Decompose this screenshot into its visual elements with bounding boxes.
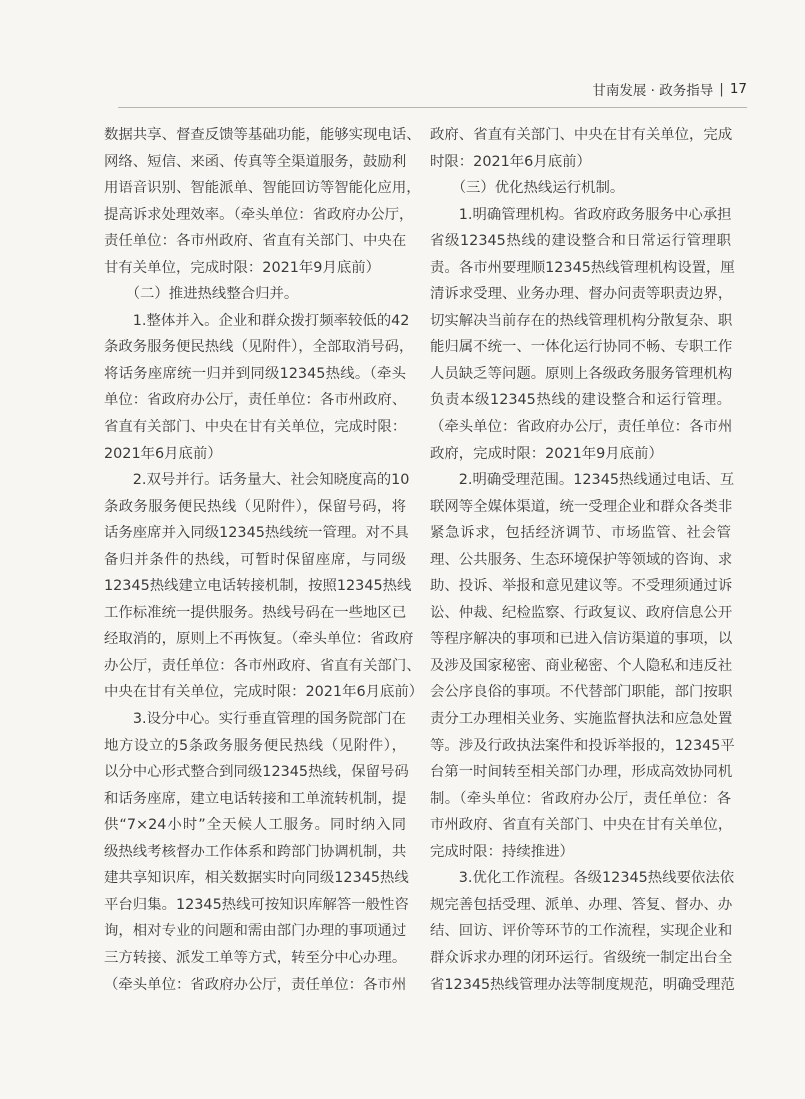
text-line: 省级12345热线的建设整合和日常运行管理职 bbox=[430, 233, 731, 250]
right-column bbox=[430, 122, 735, 998]
text-line: 联网等全媒体渠道，统一受理企业和群众各类非 bbox=[430, 498, 733, 515]
text-line: 工作标准统一提供服务。热线号码在一些地区已 bbox=[104, 604, 407, 621]
text-line: 将话务座席统一归并到同级12345热线。（牵头 bbox=[104, 365, 406, 382]
text-line: 等。涉及行政执法案件和投诉举报的，12345平 bbox=[430, 737, 735, 754]
text-line: 供“7×24小时”全天候人工服务。同时纳入同 bbox=[104, 817, 406, 834]
text-line: 级热线考核督办工作体系和跨部门协调机制，共 bbox=[104, 843, 407, 860]
text-line: 能归属不统一、一体化运行协同不畅、专职工作 bbox=[430, 339, 733, 356]
text-line: 负责本级12345热线的建设整合和运行管理。 bbox=[430, 392, 731, 409]
text-line: 2.双号并行。话务量大、社会知晓度高的10 bbox=[104, 472, 410, 489]
text-line: 清诉求受理、业务办理、督办问责等职责边界， bbox=[430, 286, 733, 303]
text-line: 以分中心形式整合到同级12345热线，保留号码 bbox=[104, 764, 409, 781]
text-line: 三方转接、派发工单等方式，转至分中心办理。 bbox=[104, 949, 407, 966]
header-divider: | bbox=[719, 81, 724, 97]
text-line: 话务座席并入同级12345热线统一管理。对不具 bbox=[104, 525, 409, 542]
text-line: 1.整体并入。企业和群众拨打频率较低的42 bbox=[104, 312, 410, 329]
text-line: 政府、省直有关部门、中央在甘有关单位，完成 bbox=[430, 127, 733, 143]
text-line: 2.明确受理范围。12345热线通过电话、互 bbox=[430, 472, 735, 489]
text-line: 省12345热线管理办法等制度规范，明确受理范 bbox=[430, 976, 735, 993]
text-line: 1.明确管理机构。省政府政务服务中心承担 bbox=[430, 206, 732, 223]
text-line: 规完善包括受理、派单、办理、答复、督办、办 bbox=[430, 896, 733, 913]
text-line: 数据共享、督查反馈等基础功能，能够实现电话、 bbox=[104, 127, 421, 143]
text-line: 条政务服务便民热线（见附件），全部取消号码， bbox=[104, 339, 414, 356]
text-line: 完成时限：持续推进） bbox=[430, 843, 574, 860]
text-line: 中央在甘有关单位，完成时限：2021年6月底前） bbox=[104, 684, 424, 701]
text-line: 备归并条件的热线，可暂时保留座席，与同级 bbox=[104, 551, 406, 568]
header-rule bbox=[118, 107, 747, 108]
text-line: 责。各市州要理顺12345热线管理机构设置，厘 bbox=[430, 259, 735, 276]
text-line: 政府，完成时限：2021年9月底前） bbox=[430, 445, 663, 462]
text-line: 助、投诉、举报和意见建议等。不受理须通过诉 bbox=[430, 578, 733, 595]
text-line: 理、公共服务、生态环境保护等领域的咨询、求 bbox=[430, 551, 733, 568]
text-line: 时限：2021年6月底前） bbox=[430, 153, 591, 170]
text-line: 条政务服务便民热线（见附件），保留号码，将 bbox=[104, 498, 406, 515]
text-line: （牵头单位：省政府办公厅，责任单位：各市州 bbox=[430, 419, 733, 436]
text-line: 办公厅，责任单位：各市州政府、省直有关部门、 bbox=[104, 657, 421, 674]
text-line: 12345热线建立电话转接机制，按照12345热线 bbox=[104, 578, 412, 595]
text-line: 及涉及国家秘密、商业秘密、个人隐私和违反社 bbox=[430, 657, 733, 674]
section-title: 甘南发展 · 政务指导 bbox=[592, 83, 714, 99]
text-line: 讼、仲裁、纪检监察、行政复议、政府信息公开 bbox=[430, 604, 733, 621]
text-line: 平台归集。12345热线可按知识库解答一般性咨 bbox=[104, 896, 409, 913]
text-line: 人员缺乏等问题。原则上各级政务服务管理机构 bbox=[430, 365, 733, 382]
page-number: 17 bbox=[729, 81, 747, 97]
text-line: 单位：省政府办公厅，责任单位：各市州政府、 bbox=[104, 392, 407, 409]
text-line: 责分工办理相关业务、实施监督执法和应急处置 bbox=[430, 711, 733, 728]
text-line: 台第一时间转至相关部门办理，形成高效协同机 bbox=[430, 764, 733, 781]
text-line: 2021年6月底前） bbox=[104, 445, 222, 462]
text-line: 省直有关部门、中央在甘有关单位，完成时限： bbox=[104, 419, 407, 436]
text-line: 等程序解决的事项和已进入信访渠道的事项，以 bbox=[430, 631, 733, 648]
text-line: 甘有关单位，完成时限：2021年9月底前） bbox=[104, 259, 381, 276]
left-column bbox=[104, 122, 424, 998]
text-line: 结、回访、评价等环节的工作流程，实现企业和 bbox=[430, 923, 733, 940]
text-line: 和话务座席，建立电话转接和工单流转机制，提 bbox=[104, 790, 407, 807]
text-line: 经取消的，原则上不再恢复。（牵头单位：省政府 bbox=[104, 631, 414, 648]
text-line: 会公序良俗的事项。不代替部门职能，部门按职 bbox=[430, 684, 733, 701]
text-line: 群众诉求办理的闭环运行。省级统一制定出台全 bbox=[430, 949, 733, 966]
text-line: 地方设立的5条政务服务便民热线（见附件）， bbox=[104, 737, 406, 754]
text-line: （二）推进热线整合归并。 bbox=[104, 286, 299, 303]
text-line: （三）优化热线运行机制。 bbox=[430, 180, 625, 197]
text-line: 紧急诉求，包括经济调节、市场监管、社会管 bbox=[430, 525, 731, 542]
text-line: 3.设分中心。实行垂直管理的国务院部门在 bbox=[104, 711, 406, 728]
text-line: 用语音识别、智能派单、智能回访等智能化应用， bbox=[104, 180, 421, 197]
text-line: （牵头单位：省政府办公厅，责任单位：各市州 bbox=[104, 976, 407, 993]
text-line: 网络、短信、来函、传真等全渠道服务，鼓励利 bbox=[104, 153, 407, 170]
text-line: 提高诉求处理效率。（牵头单位：省政府办公厅， bbox=[104, 206, 414, 223]
text-line: 3.优化工作流程。各级12345热线要依法依 bbox=[430, 870, 735, 887]
text-line: 市州政府、省直有关部门、中央在甘有关单位， bbox=[430, 817, 733, 834]
text-line: 切实解决当前存在的热线管理机构分散复杂、职 bbox=[430, 312, 733, 329]
text-line: 责任单位：各市州政府、省直有关部门、中央在 bbox=[104, 233, 407, 250]
text-line: 制。（牵头单位：省政府办公厅，责任单位：各 bbox=[430, 790, 731, 807]
text-line: 建共享知识库，相关数据实时向同级12345热线 bbox=[104, 870, 409, 887]
running-header bbox=[592, 79, 747, 99]
text-line: 询，相对专业的问题和需由部门办理的事项通过 bbox=[104, 923, 407, 940]
